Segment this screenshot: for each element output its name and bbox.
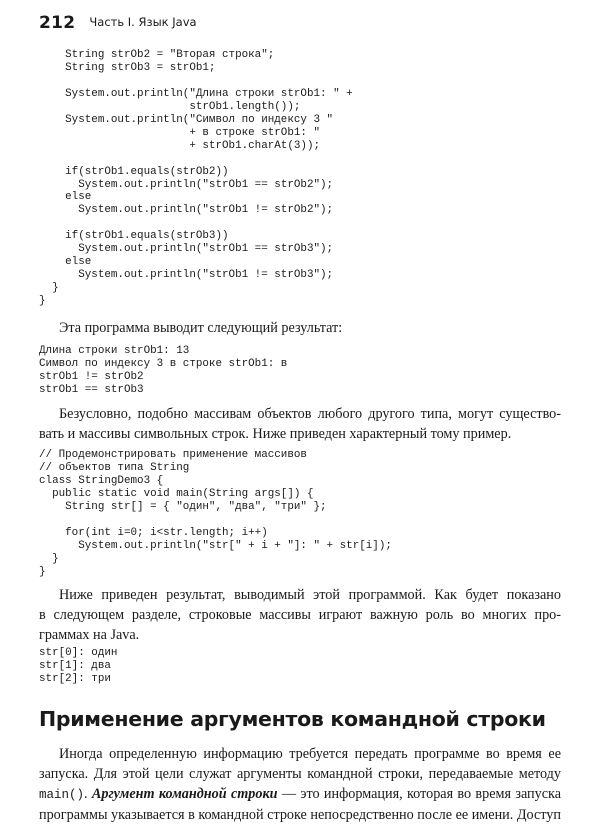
term-command-line-argument: Аргумент командной строки [91, 786, 278, 802]
program-output-2 [39, 647, 117, 686]
code-line: String str[] = { "один", "два", "три" }; [39, 500, 327, 513]
code-line: String strOb3 = strOb1; [39, 61, 216, 74]
code-line: } [39, 552, 59, 565]
output-line: strOb1 != strOb2 [39, 370, 144, 383]
output-line: Символ по индексу 3 в строке strOb1: в [39, 357, 288, 370]
code-line: else [39, 256, 92, 269]
paragraph-args-line-1: Иногда определенную информацию требуется передать программе во время ее [59, 746, 561, 762]
paragraph-args-line-2: запуска. Для этой цели служат аргументы командной строки, передаваемые методу [39, 766, 561, 782]
paragraph-result-intro-line-3: граммах на Java. [39, 627, 140, 643]
paragraph-string-arrays-line-1: Безусловно, подобно массивам объектов любого другого типа, могут существо- [59, 406, 561, 422]
output-line: strOb1 == strOb3 [39, 383, 144, 396]
paragraph-result-intro [39, 585, 561, 645]
paragraph-string-arrays [39, 404, 561, 444]
code-line: if(strOb1.equals(strOb3)) [39, 230, 229, 243]
code-line: strOb1.length()); [39, 100, 301, 113]
inline-code-main: main() [39, 788, 85, 802]
code-line: if(strOb1.equals(strOb2)) [39, 165, 229, 178]
paragraph-output-intro-text: Эта программа выводит следующий результат: [59, 320, 343, 336]
program-output-1 [39, 345, 287, 397]
paragraph-result-intro-line-2: в следующем разделе, строковые массивы играют важную роль во многих про- [39, 607, 561, 623]
paragraph-result-intro-line-1: Ниже приведен результат, выводимый этой программой. Как будет показано [59, 587, 561, 603]
code-line: class StringDemo3 { [39, 474, 164, 487]
code-line: for(int i=0; i<str.length; i++) [39, 526, 268, 539]
running-head: Часть I. Язык Java [89, 15, 197, 29]
code-line: } [39, 565, 46, 578]
code-line: else [39, 191, 92, 204]
code-line: + strOb1.charAt(3)); [39, 139, 321, 152]
output-line: Длина строки strOb1: 13 [39, 345, 190, 357]
code-line: System.out.println("Символ по индексу 3 " [39, 113, 334, 126]
paragraph-command-line-args [39, 744, 561, 825]
code-line: System.out.println("Длина строки strOb1: " + [39, 87, 353, 100]
code-line: String strOb2 = "Вторая строка"; [39, 49, 275, 61]
page-header [39, 13, 197, 37]
code-line: System.out.println("strOb1 != strOb3"); [39, 269, 334, 282]
output-line: str[2]: три [39, 672, 111, 685]
code-line: System.out.println("strOb1 == strOb3"); [39, 243, 334, 256]
code-line: + в строке strOb1: " [39, 126, 321, 139]
code-line: } [39, 282, 59, 295]
output-line: str[1]: два [39, 659, 111, 672]
paragraph-string-arrays-line-2: вать и массивы символьных строк. Ниже приведен характерный тому пример. [39, 426, 512, 442]
paragraph-args-line-3: main(). Аргумент командной строки — это информация, которая во время запуска [39, 786, 562, 802]
paragraph-output-intro [39, 318, 561, 338]
paragraph-args-line-4: программы указывается в командной строке непосредственно после ее имени. Доступ [39, 807, 561, 823]
code-listing-string-compare [39, 49, 353, 308]
code-line: // объектов типа String [39, 461, 190, 474]
page-number: 212 [39, 13, 76, 33]
code-line: public static void main(String args[]) { [39, 487, 314, 500]
code-line: // Продемонстрировать применение массивов [39, 449, 307, 461]
code-listing-string-demo3 [39, 449, 392, 579]
output-line: str[0]: один [39, 647, 118, 659]
section-heading: Применение аргументов командной строки [39, 707, 546, 731]
code-line: System.out.println("strOb1 != strOb2"); [39, 204, 334, 217]
code-line: } [39, 295, 46, 308]
code-line: System.out.println("str[" + i + "]: " + str[i]); [39, 539, 392, 552]
code-line: System.out.println("strOb1 == strOb2"); [39, 178, 334, 191]
